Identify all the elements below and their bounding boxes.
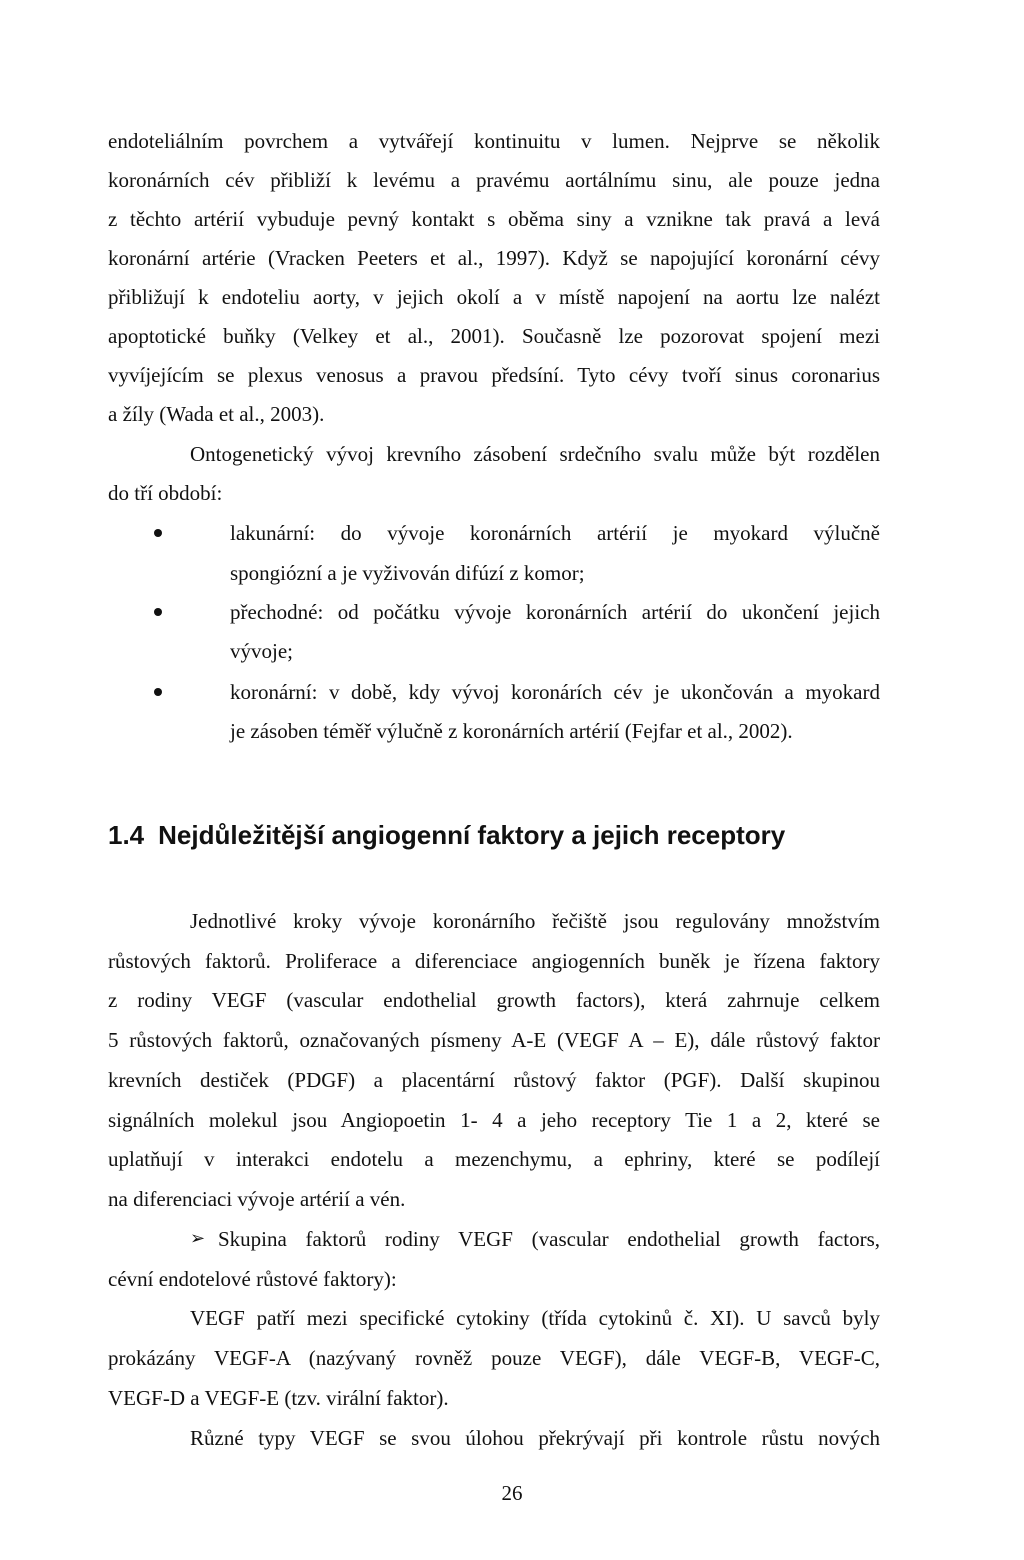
paragraph-line: 5 růstových faktorů, označovaných písmeny A-E (VEGF A – E), dále růstový faktor [108, 1028, 880, 1052]
page-number: 26 [501, 1481, 523, 1505]
paragraph-line: uplatňují v interakci endotelu a mezenchymu, a ephriny, které se podílejí [108, 1147, 880, 1171]
paragraph-line: přibližují k endoteliu aorty, v jejich okolí a v místě napojení na aortu lze nalézt [108, 285, 880, 309]
paragraph-line: krevních destiček (PDGF) a placentární růstový faktor (PGF). Další skupinou [108, 1068, 880, 1092]
paragraph-line: růstových faktorů. Proliferace a diferenciace angiogenních buněk je řízena faktory [108, 949, 880, 973]
bullet-line: spongiózní a je vyživován difúzí z komor; [230, 561, 585, 585]
bullet-line: koronární: v době, kdy vývoj koronárích cév je ukončován a myokard [230, 680, 880, 704]
arrow-item-line: cévní endotelové růstové faktory): [108, 1267, 397, 1291]
paragraph-line: Ontogenetický vývoj krevního zásobení srdečního svalu může být rozdělen [190, 442, 880, 466]
arrow-item-line: Skupina faktorů rodiny VEGF (vascular endothelial growth factors, [218, 1227, 880, 1251]
paragraph-line: do tří období: [108, 481, 223, 505]
paragraph-line: prokázány VEGF-A (nazývaný rovněž pouze VEGF), dále VEGF-B, VEGF-C, [108, 1346, 880, 1370]
paragraph-line: koronárních cév přibliží k levému a pravému aortálnímu sinu, ale pouze jedna [108, 168, 880, 192]
paragraph-line: a žíly (Wada et al., 2003). [108, 402, 325, 426]
bullet-dot-icon [154, 608, 162, 616]
arrowhead-bullet-icon: ➢ [190, 1228, 206, 1249]
bullet-dot-icon [154, 688, 162, 696]
paragraph-line: koronární artérie (Vracken Peeters et al., 1997). Když se napojující koronární cévy [108, 246, 880, 270]
paragraph-line: z těchto artérií vybuduje pevný kontakt s oběma siny a vznikne tak pravá a levá [108, 207, 880, 231]
paragraph-line: Jednotlivé kroky vývoje koronárního řečiště jsou regulovány množstvím [190, 909, 880, 933]
bullet-line: je zásoben téměř výlučně z koronárních artérií (Fejfar et al., 2002). [230, 719, 793, 743]
section-heading [108, 818, 785, 852]
paragraph-line: vyvíjejícím se plexus venosus a pravou předsíní. Tyto cévy tvoří sinus coronarius [108, 363, 880, 387]
paragraph-line: apoptotické buňky (Velkey et al., 2001). Současně lze pozorovat spojení mezi [108, 324, 880, 348]
paragraph-line: VEGF patří mezi specifické cytokiny (třída cytokinů č. XI). U savců byly [190, 1306, 880, 1330]
paragraph-line: z rodiny VEGF (vascular endothelial growth factors), která zahrnuje celkem [108, 988, 880, 1012]
paragraph-line: na diferenciaci vývoje artérií a vén. [108, 1187, 406, 1211]
paragraph-line: signálních molekul jsou Angiopoetin 1- 4 a jeho receptory Tie 1 a 2, které se [108, 1108, 880, 1132]
paragraph-line: VEGF-D a VEGF-E (tzv. virální faktor). [108, 1386, 449, 1410]
section-title: Nejdůležitější angiogenní faktory a jejich receptory [158, 820, 786, 850]
bullet-dot-icon [154, 529, 162, 537]
section-number: 1.4 [108, 820, 145, 850]
bullet-line: lakunární: do vývoje koronárních artérií je myokard výlučně [230, 521, 880, 545]
bullet-line: vývoje; [230, 639, 293, 663]
bullet-line: přechodné: od počátku vývoje koronárních artérií do ukončení jejich [230, 600, 880, 624]
paragraph-line: endoteliálním povrchem a vytvářejí kontinuitu v lumen. Nejprve se několik [108, 129, 880, 153]
paragraph-line: Různé typy VEGF se svou úlohou překrývají při kontrole růstu nových [190, 1426, 880, 1450]
